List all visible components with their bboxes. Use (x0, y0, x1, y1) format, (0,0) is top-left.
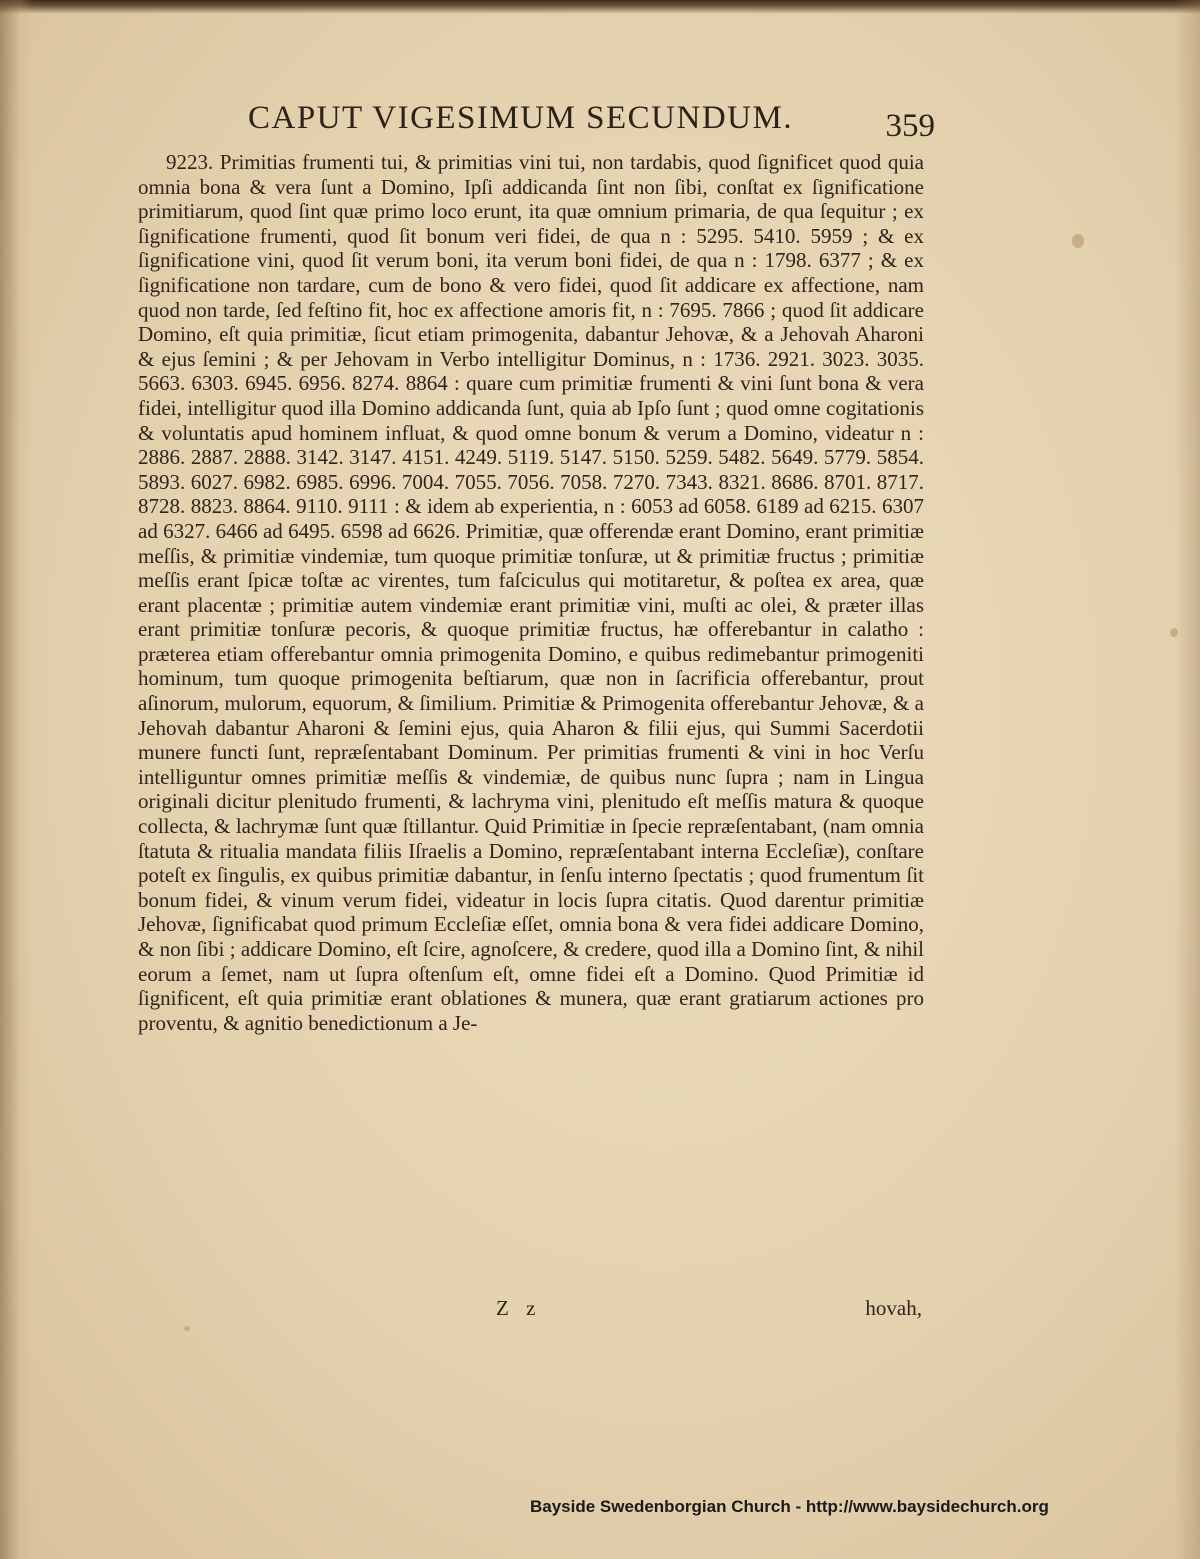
signature-mark: Z z (496, 1296, 542, 1320)
catchword: hovah, (865, 1296, 922, 1320)
page-number: 359 (885, 108, 935, 144)
paragraph-9223: 9223. Primitias frumenti tui, & primitias vini tui, non tardabis, quod ſignificet quod quia omnia bona & vera ſunt a Domino, Ipſi addicanda ſint non ſibi, conſtat ex ſignificatione primitiarum, quod ſint quæ primo loco erunt, ita quæ omnium primaria, de qua ſequitur ; ex ſignificatione frumenti, quod ſit bonum veri fidei, de qua n : 5295. 5410. 5959 ; & ex ſignificatione vini, quod ſit verum boni, ita verum boni fidei, de qua n : 1798. 6377 ; & ex ſignificatione non tardare, cum de bono & vero fidei, quod ſit addicare ex affectione, nam quod non tarde, ſed feſtino fit, hoc ex affectione amoris fit, n : 7695. 7866 ; quod ſit addicare Domino, eſt quia primitiæ, ſicut etiam primogenita, dabantur Jehovæ, & a Jehovah Aharoni & ejus ſemini ; & per Jehovam in Verbo intelligitur Dominus, n : 1736. 2921. 3023. 3035. 5663. 6303. 6945. 6956. 8274. 8864 : quare cum primitiæ frumenti & vini ſunt bona & vera fidei, intelligitur quod illa Domino addicanda ſunt, quia ab Ipſo ſunt ; quod omne cogitationis & voluntatis apud hominem influat, & quod omne bonum & verum a Domino, videatur n : 2886. 2887. 2888. 3142. 3147. 4151. 4249. 5119. 5147. 5150. 5259. 5482. 5649. 5779. 5854. 5893. 6027. 6982. 6985. 6996. 7004. 7055. 7056. 7058. 7270. 7343. 8321. 8686. 8701. 8717. 8728. 8823. 8864. 9110. 9111 : & idem ab experientia, n : 6053 ad 6058. 6189 ad 6215. 6307 ad 6327. 6466 ad 6495. 6598 ad 6626. Primitiæ, quæ offerendæ erant Domino, erant primitiæ meſſis, & primitiæ vindemiæ, tum quoque primitiæ tonſuræ, ut & primitiæ fructus ; primitiæ meſſis erant ſpicæ toſtæ ac virentes, tum faſciculus qui motitaretur, & poſtea ex area, quæ erant placentæ ; primitiæ autem vindemiæ erant primitiæ vini, muſti ac olei, & præter illas erant primitiæ tonſuræ pecoris, & quoque primitiæ fructus, hæ offerebantur in calatho : præterea etiam offerebantur omnia primogenita Domino, e quibus redimebantur primogeniti hominum, tum quoque primogenita beſtiarum, quæ non in ſacrificia offerebantur, prout aſinorum, mulorum, equorum, & ſimilium. Primitiæ & Primogenita offerebantur Jehovæ, & a Jehovah dabantur Aharoni & ſemini ejus, quia Aharon & filii ejus, qui Summi Sacerdotii munere functi ſunt, repræſentabant Dominum. Per primitias frumenti & vini in hoc Verſu intelliguntur omnes primitiæ meſſis & vindemiæ, de quibus nunc ſupra ; nam in Lingua originali dicitur plenitudo frumenti, & lachryma vini, plenitudo eſt meſſis matura & quoque collecta, & lachrymæ ſunt quæ ſtillantur. Quid Primitiæ in ſpecie repræſentabant, (nam omnia ſtatuta & ritualia mandata filiis Iſraelis a Domino, repræſentabant interna Eccleſiæ), conſtare poteſt ex ſingulis, ex quibus primitiæ dabantur, in ſenſu interno ſpectatis ; quod frumentum ſit bonum fidei, & vinum verum fidei, videatur in locis ſupra citatis. Quod darentur primitiæ Jehovæ, ſignificabat quod primum Eccleſiæ eſſet, omnia bona & vera fidei addicare Domino, & non ſibi ; addicare Domino, eſt ſcire, agnoſcere, & credere, quod illa a Domino ſint, & nihil eorum a ſemet, nam ut ſupra oſtenſum eſt, omne fidei eſt a Domino. Quod Primitiæ id ſignificent, eſt quia primitiæ erant oblationes & munera, quæ erant gratiarum actiones pro proventu, & agnitio benedictionum a Je- (138, 150, 924, 1035)
source-watermark: Bayside Swedenborgian Church - http://www.baysidechurch.org (530, 1497, 1049, 1516)
main-text (138, 150, 924, 1035)
paper-stain (184, 1326, 190, 1331)
page-gutter-shadow (0, 0, 34, 1559)
running-title: CAPUT VIGESIMUM SECUNDUM. (248, 100, 794, 136)
page-top-edge-shadow (0, 0, 1200, 14)
paper-stain (1072, 234, 1084, 248)
page-footer (140, 1296, 922, 1326)
page-right-edge (1174, 0, 1200, 1559)
page-header (150, 96, 935, 148)
paper-stain (1170, 628, 1178, 637)
